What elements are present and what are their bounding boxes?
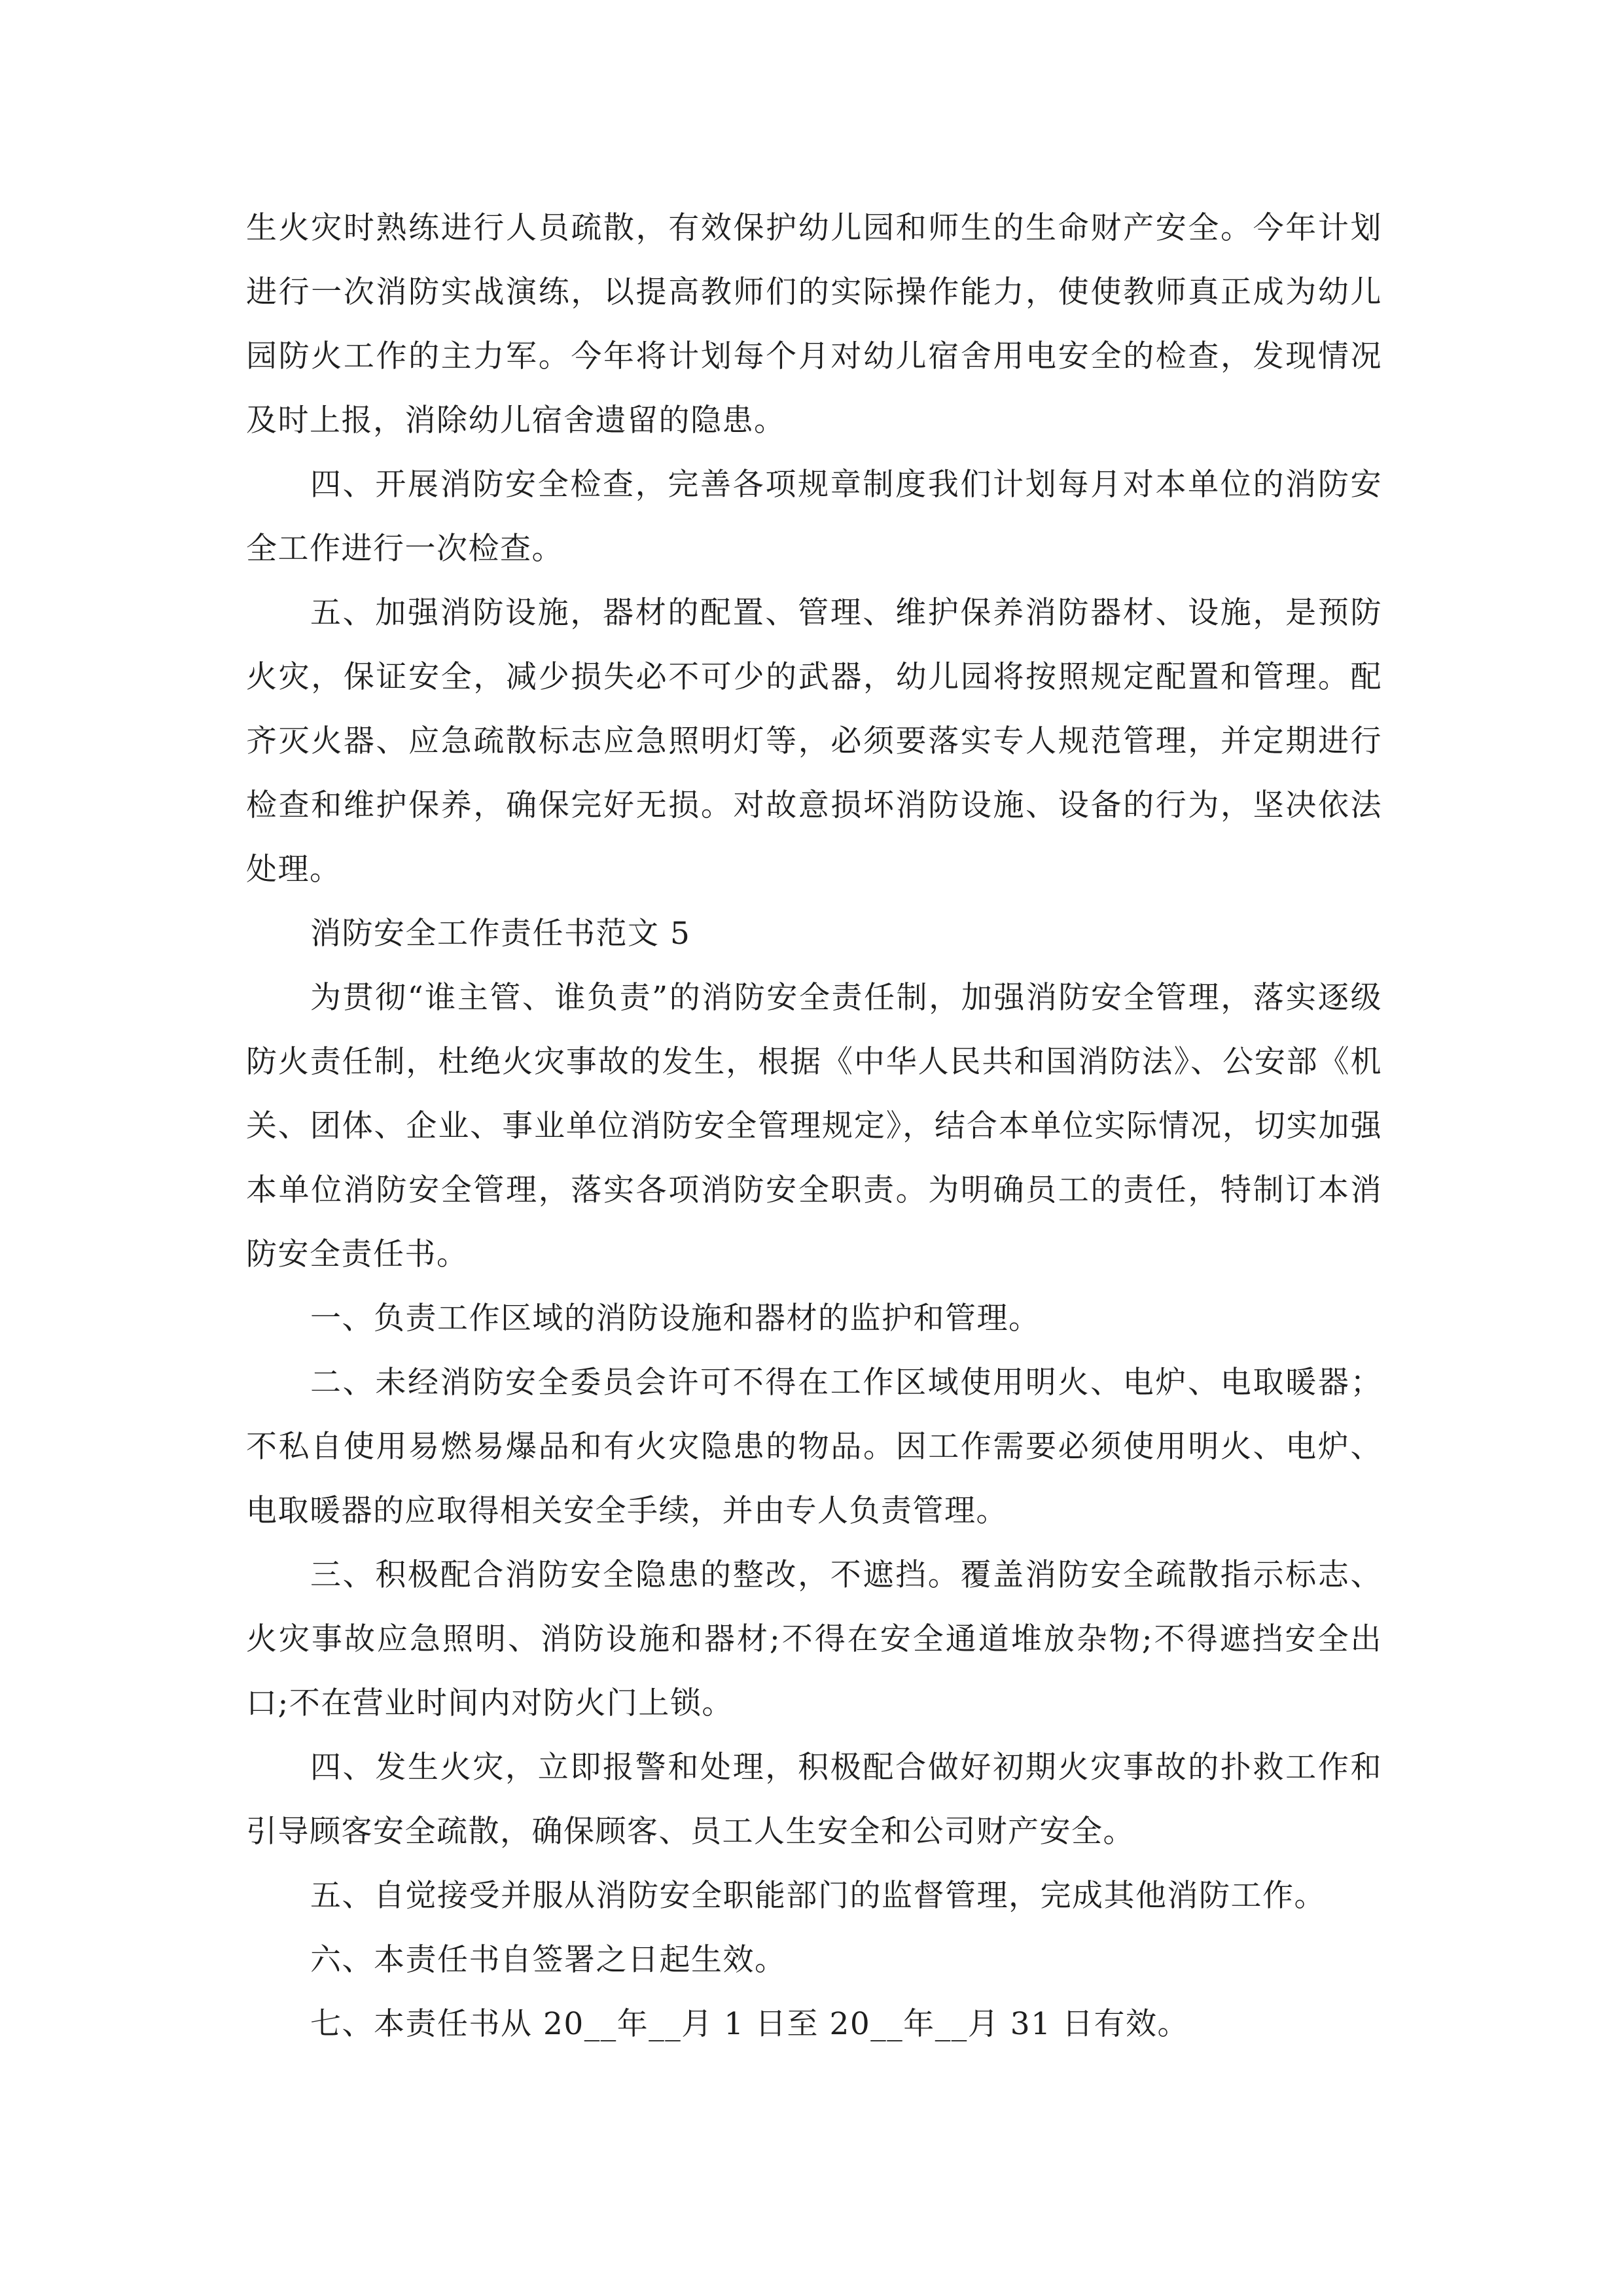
- paragraph-clause-1: 一、负责工作区域的消防设施和器材的监护和管理。: [310, 1300, 1041, 1336]
- paragraph-clause-5: 五、自觉接受并服从消防安全职能部门的监督管理，完成其他消防工作。: [310, 1878, 1326, 1914]
- paragraph-item-5-facilities: 五、加强消防设施，器材的配置、管理、维护保养消防器材、设施，是预防火灾，保证安全，减少损失必不可少的武器，幼儿园将按照规定配置和管理。配齐灭火器、应急疏散标志应急照明灯等，必须要落实专人规范管理，并定期进行检查和维护保养，确保完好无损。对故意损坏消防设施、设备的行为，坚决依法处理。: [246, 595, 1382, 888]
- paragraph-intro: 为贯彻“谁主管、谁负责”的消防安全责任制，加强消防安全管理，落实逐级防火责任制，杜绝火灾事故的发生，根据《中华人民共和国消防法》、公安部《机关、团体、企业、事业单位消防安全管理规定》，结合本单位实际情况，切实加强本单位消防安全管理，落实各项消防安全职责。为明确员工的责任，特制订本消防安全责任书。: [246, 980, 1382, 1272]
- section-heading: 消防安全工作责任书范文 5: [310, 916, 691, 952]
- paragraph-clause-6: 六、本责任书自签署之日起生效。: [310, 1942, 787, 1978]
- paragraph-clause-3: 三、积极配合消防安全隐患的整改，不遮挡。覆盖消防安全疏散指示标志、火灾事故应急照明、消防设施和器材;不得在安全通道堆放杂物;不得遮挡安全出口;不在营业时间内对防火门上锁。: [246, 1557, 1382, 1721]
- document-body: [246, 196, 1382, 2056]
- paragraph-item-4-inspection: 四、开展消防安全检查，完善各项规章制度我们计划每月对本单位的消防安全工作进行一次检查。: [246, 467, 1382, 567]
- paragraph-clause-7: 七、本责任书从 20__年__月 1 日至 20__年__月 31 日有效。: [310, 2006, 1189, 2042]
- paragraph-clause-2: 二、未经消防安全委员会许可不得在工作区域使用明火、电炉、电取暖器；不私自使用易燃易爆品和有火灾隐患的物品。因工作需要必须使用明火、电炉、电取暖器的应取得相关安全手续，并由专人负责管理。: [246, 1365, 1382, 1529]
- paragraph-continuation: 生火灾时熟练进行人员疏散，有效保护幼儿园和师生的生命财产安全。今年计划进行一次消防实战演练，以提高教师们的实际操作能力，使使教师真正成为幼儿园防火工作的主力军。今年将计划每个月对幼儿宿舍用电安全的检查，发现情况及时上报，消除幼儿宿舍遗留的隐患。: [246, 210, 1382, 439]
- paragraph-clause-4: 四、发生火灾，立即报警和处理，积极配合做好初期火灾事故的扑救工作和引导顾客安全疏散，确保顾客、员工人生安全和公司财产安全。: [246, 1749, 1382, 1850]
